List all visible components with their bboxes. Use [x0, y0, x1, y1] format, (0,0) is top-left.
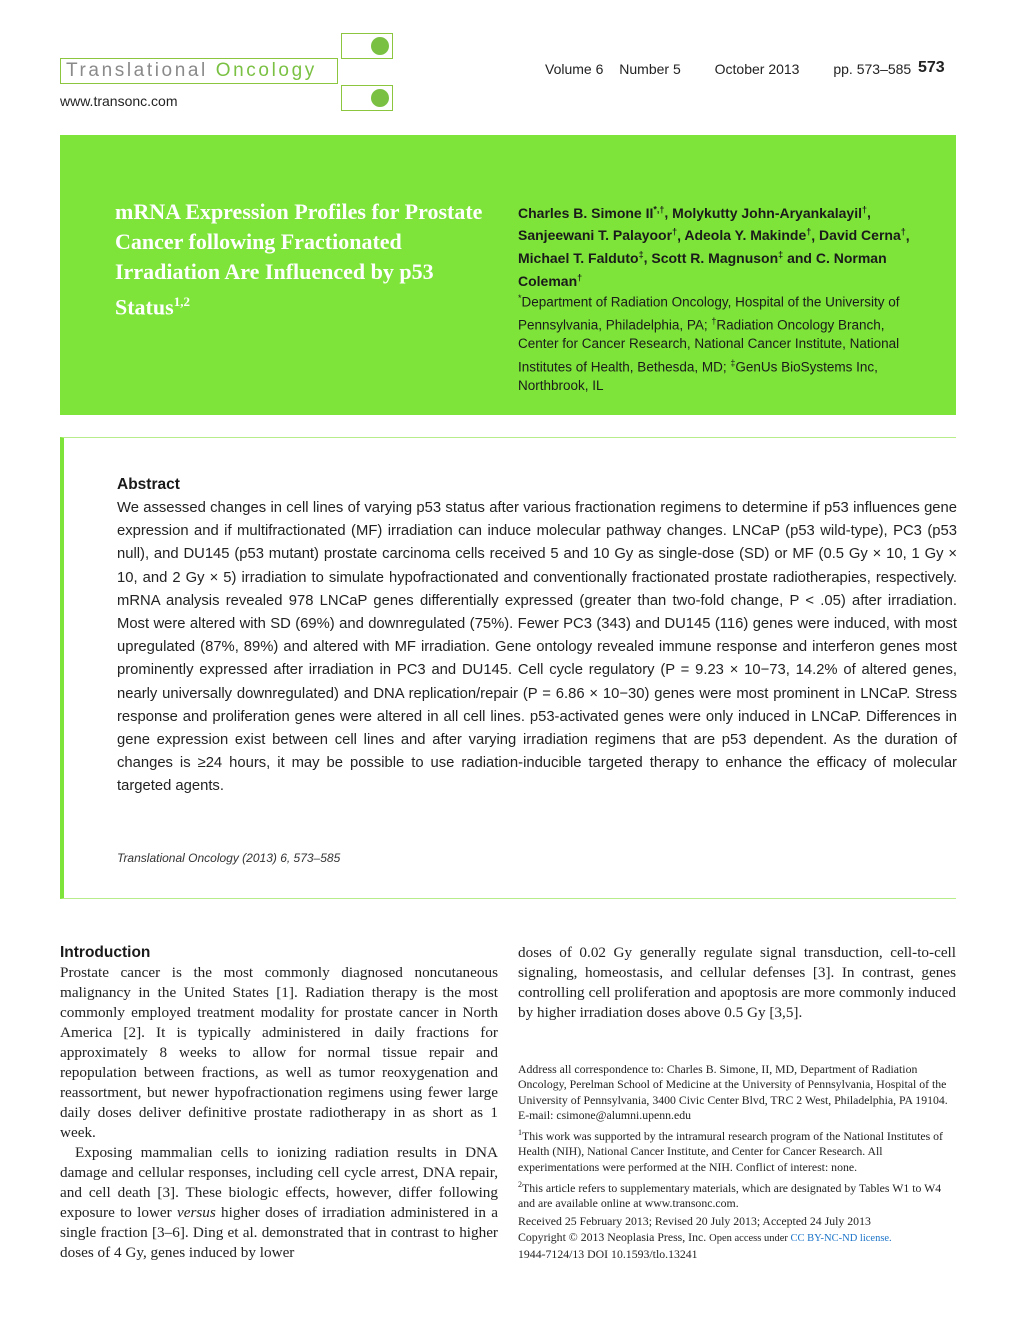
footnotes	[518, 1062, 956, 1229]
author-1: Charles B. Simone II*,†	[518, 204, 665, 221]
intro-paragraph-2: Exposing mammalian cells to ionizing radiation results in DNA damage and cellular responses, including cell cycle arrest, DNA repair, and cell death [3]. These biologic effects, however, differ following exposure to lower versus higher doses of irradiation administered in a single fraction [3–6]. Ding et al. demonstrated that in contrast to higher doses of 4 Gy, genes induced by lower	[60, 1144, 498, 1261]
introduction-column-1	[60, 963, 498, 1263]
author-3: Sanjeewani T. Palayoor†	[518, 226, 678, 244]
copyright-line: Copyright © 2013 Neoplasia Press, Inc. Open access under CC BY-NC-ND license.	[518, 1230, 892, 1244]
received-dates: Received 25 February 2013; Revised 20 July 2013; Accepted 24 July 2013	[518, 1213, 871, 1228]
volume: Volume 6	[545, 61, 604, 77]
author-7: Scott R. Magnuson‡	[651, 249, 784, 266]
issn-doi: 1944-7124/13 DOI 10.1593/tlo.13241	[518, 1246, 698, 1261]
author-4: Adeola Y. Makinde†	[684, 226, 812, 244]
introduction-column-2	[518, 943, 956, 1023]
intro-paragraph-continued: doses of 0.02 Gy generally regulate signal transduction, cell-to-cell signaling, homeostasis, and cellular defenses [3]. In contrast, genes controlling cell proliferation and apoptosis are more commonly induced by higher irradiation doses above 0.5 Gy [3,5].	[518, 944, 956, 1021]
journal-logo-squares	[341, 33, 393, 111]
affiliations: *Department of Radiation Oncology, Hospital of the University of Pennsylvania, Philadelphia, PA; †Radiation Oncology Branch, Center for Cancer Research, National Cancer Institute, National Institutes of Health, Bethesda, MD; ‡GenUs BioSystems Inc, Northbrook, IL	[518, 293, 900, 393]
footnote-2: $^2$This article refers to supplementary materials, which are designated by Tables W1 to W4 and are available online at www.transonc.com.	[518, 1180, 942, 1211]
issue-number: Number 5	[619, 61, 681, 77]
affiliation-1: Department of Radiation Oncology, Hospital of the University of Pennsylvania, Philadelphia, PA;	[518, 294, 900, 333]
author-5: David Cerna†	[819, 226, 906, 244]
journal-url[interactable]: www.transonc.com	[60, 93, 178, 109]
author-list: Charles B. Simone II*,†, Molykutty John-Aryankalayil†, Sanjeewani T. Palayoor†, Adeola Y. Makinde†, David Cerna†, Michael T. Falduto‡, Scott R. Magnuson‡ and C. Norman Coleman†	[518, 204, 910, 289]
intro-paragraph-1: Prostate cancer is the most commonly diagnosed noncutaneous malignancy in the United States [1]. Radiation therapy is the most commonly employed treatment modality for prostate cancer in North America [2]. It is typically administered in daily fractions for approximately 8 weeks to allow for normal tissue repair and repopulation between fractions, as well as tumor reoxygenation and reassortment, but newer hypofractionation regimens using fewer large daily doses deliver definitive prostate radiotherapy in as short as 1 week.	[60, 964, 498, 1141]
author-2: Molykutty John-Aryankalayil†	[672, 204, 868, 221]
abstract-text: We assessed changes in cell lines of varying p53 status after various fractionation regimens to determine if p53 influences gene expression and if multifractionated (MF) irradiation can induce molecular pathway changes. LNCaP (p53 wild-type), PC3 (p53 null), and DU145 (p53 mutant) prostate carcinoma cells received 5 and 10 Gy as single-dose (SD) or MF (0.5 Gy × 10, 1 Gy × 10, and 2 Gy × 5) irradiation to simulate hypofractionated and conventionally fractionated prostate radiotherapies, respectively. mRNA analysis revealed 978 LNCaP genes differentially expressed (greater than two-fold change, P < .05) after irradiation. Most were altered with SD (69%) and downregulated (75%). Fewer PC3 (343) and DU145 (116) genes were induced, with most upregulated (87%, 89%) and altered with MF irradiation. Gene ontology revealed immune response and interferon genes most prominently expressed after irradiation in PC3 and DU145. Cell cycle regulatory (P = 9.23 × 10−73, 14.2% of altered genes, nearly universally downregulated) and DNA replication/repair (P = 6.86 × 10−30) genes were most prominent in LNCaP. Stress response and proliferation genes were altered in all cell lines. p53-activated genes were only induced in LNCaP. Differences in gene expression exist between cell lines and after varying irradiation regimens that are p53 dependent. As the duration of changes is ≥24 hours, it may be possible to use radiation-inducible targeted therapy to enhance the efficacy of molecular targeted agents.	[117, 500, 957, 795]
copyright-block	[518, 1230, 956, 1262]
license-link[interactable]: CC BY-NC-ND license.	[790, 1233, 892, 1244]
author-8: and C. Norman Coleman†	[518, 249, 887, 289]
correspondence-address: Address all correspondence to: Charles B. Simone, II, MD, Department of Radiation Oncology, Perelman School of Medicine at the University of Pennsylvania, Hospital of the University of Pennsylvania, 3400 Civic Center Blvd, TRC 2 West, Philadelphia, PA 19104. E-mail: csimone@alumni.upenn.edu	[518, 1062, 948, 1122]
page-range: pp. 573–585	[833, 61, 912, 77]
page-number: 573	[918, 59, 945, 76]
issue-info	[545, 61, 911, 77]
issue-date: October 2013	[714, 61, 800, 77]
journal-citation: Translational Oncology (2013) 6, 573–585	[117, 851, 341, 865]
affiliation-2: Radiation Oncology Branch, Center for Cancer Research, National Cancer Institute, National Institutes of Health, Bethesda, MD;	[518, 317, 900, 374]
author-6: Michael T. Falduto‡	[518, 249, 644, 266]
affiliation-3: GenUs BioSystems Inc, Northbrook, IL	[518, 359, 878, 393]
footnote-1: $^1$This work was supported by the intramural research program of the National Institutes of Health (NIH), National Cancer Institute, and Center for Cancer Research. All experimentations were performed at the NIH. Conflict of interest: none.	[518, 1128, 943, 1174]
paper-title: mRNA Expression Profiles for Prostate Cancer following Fractionated Irradiation Are Influenced by p53 Status$^{1,2}$	[115, 199, 483, 320]
introduction-heading: Introduction	[60, 944, 151, 961]
journal-logo-text: Translational Oncology	[66, 60, 317, 81]
abstract-heading: Abstract	[117, 476, 180, 493]
